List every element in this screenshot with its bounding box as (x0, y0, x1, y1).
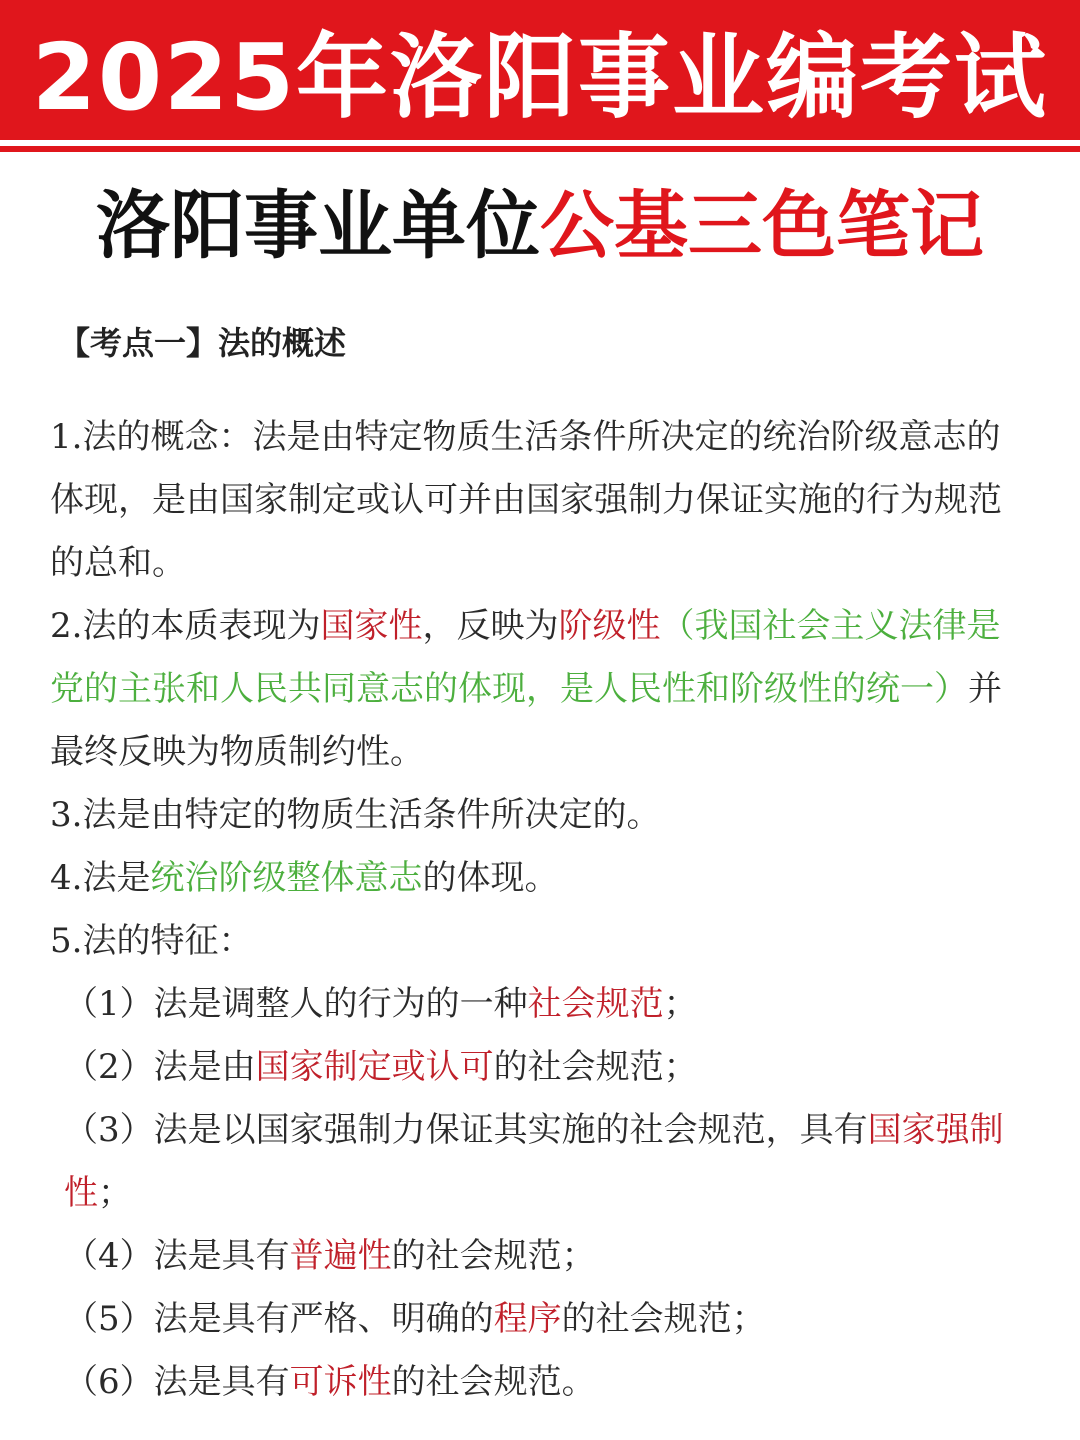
feature-4-highlight: 普遍性 (289, 1236, 392, 1276)
item-3: 3.法是由特定的物质生活条件所决定的。 (50, 795, 661, 835)
item-4-text-b: 的体现。 (422, 858, 559, 898)
feature-1 (50, 973, 1025, 1036)
feature-1-highlight: 社会规范 (527, 984, 664, 1024)
subtitle-part2: 公基三色笔记 (540, 183, 984, 269)
feature-2-highlight: 国家制定或认可 (255, 1047, 494, 1087)
item-2-highlight-b: 阶级性 (558, 606, 661, 646)
item-1: 1.法的概念：法是由特定物质生活条件所决定的统治阶级意志的体现，是由国家制定或认可并由国家强制力保证实施的行为规范的总和。 (50, 417, 1002, 583)
item-2-text-c: 并最终反映为物质制约性。 (50, 669, 1002, 772)
feature-6 (50, 1351, 1025, 1414)
feature-6-end: 的社会规范。 (391, 1362, 596, 1402)
feature-3-text: （3）法是以国家强制力保证其实施的社会规范，具有 (64, 1110, 868, 1150)
section-heading: 【考点一】法的概述 (58, 324, 347, 362)
subtitle (0, 170, 1080, 270)
banner-divider (0, 146, 1080, 152)
subtitle-part1: 洛阳事业单位 (96, 183, 540, 269)
item-4-highlight: 统治阶级整体意志 (150, 858, 423, 898)
feature-3-end: ； (98, 1173, 132, 1213)
feature-3 (50, 1099, 1025, 1225)
item-2-highlight-a: 国家性 (320, 606, 423, 646)
feature-4 (50, 1225, 1025, 1288)
feature-3-highlight: 国家强制性 (64, 1110, 1004, 1213)
feature-2 (50, 1036, 1025, 1099)
item-2-text-a: 2.法的本质表现为 (50, 606, 321, 646)
feature-6-highlight: 可诉性 (289, 1362, 392, 1402)
banner-title: 2025年洛阳事业编考试 (31, 24, 1049, 131)
item-4 (50, 847, 1025, 910)
feature-5-text: （5）法是具有严格、明确的 (64, 1299, 494, 1339)
feature-5 (50, 1288, 1025, 1351)
item-5: 5.法的特征： (50, 921, 253, 961)
item-2 (50, 595, 1025, 784)
feature-1-text: （1）法是调整人的行为的一种 (64, 984, 528, 1024)
feature-1-end: ； (663, 984, 698, 1024)
item-2-note: （我国社会主义法律是党的主张和人民共同意志的体现，是人民性和阶级性的统一） (50, 606, 1001, 709)
feature-5-end: 的社会规范； (561, 1299, 766, 1339)
item-4-text-a: 4.法是 (50, 858, 151, 898)
feature-2-text: （2）法是由 (64, 1047, 256, 1087)
feature-2-end: 的社会规范； (493, 1047, 698, 1087)
feature-6-text: （6）法是具有 (64, 1362, 290, 1402)
feature-5-highlight: 程序 (493, 1299, 562, 1339)
notes-body (50, 406, 1025, 1414)
item-2-text-b: ，反映为 (422, 606, 559, 646)
feature-4-text: （4）法是具有 (64, 1236, 290, 1276)
feature-4-end: 的社会规范； (391, 1236, 596, 1276)
